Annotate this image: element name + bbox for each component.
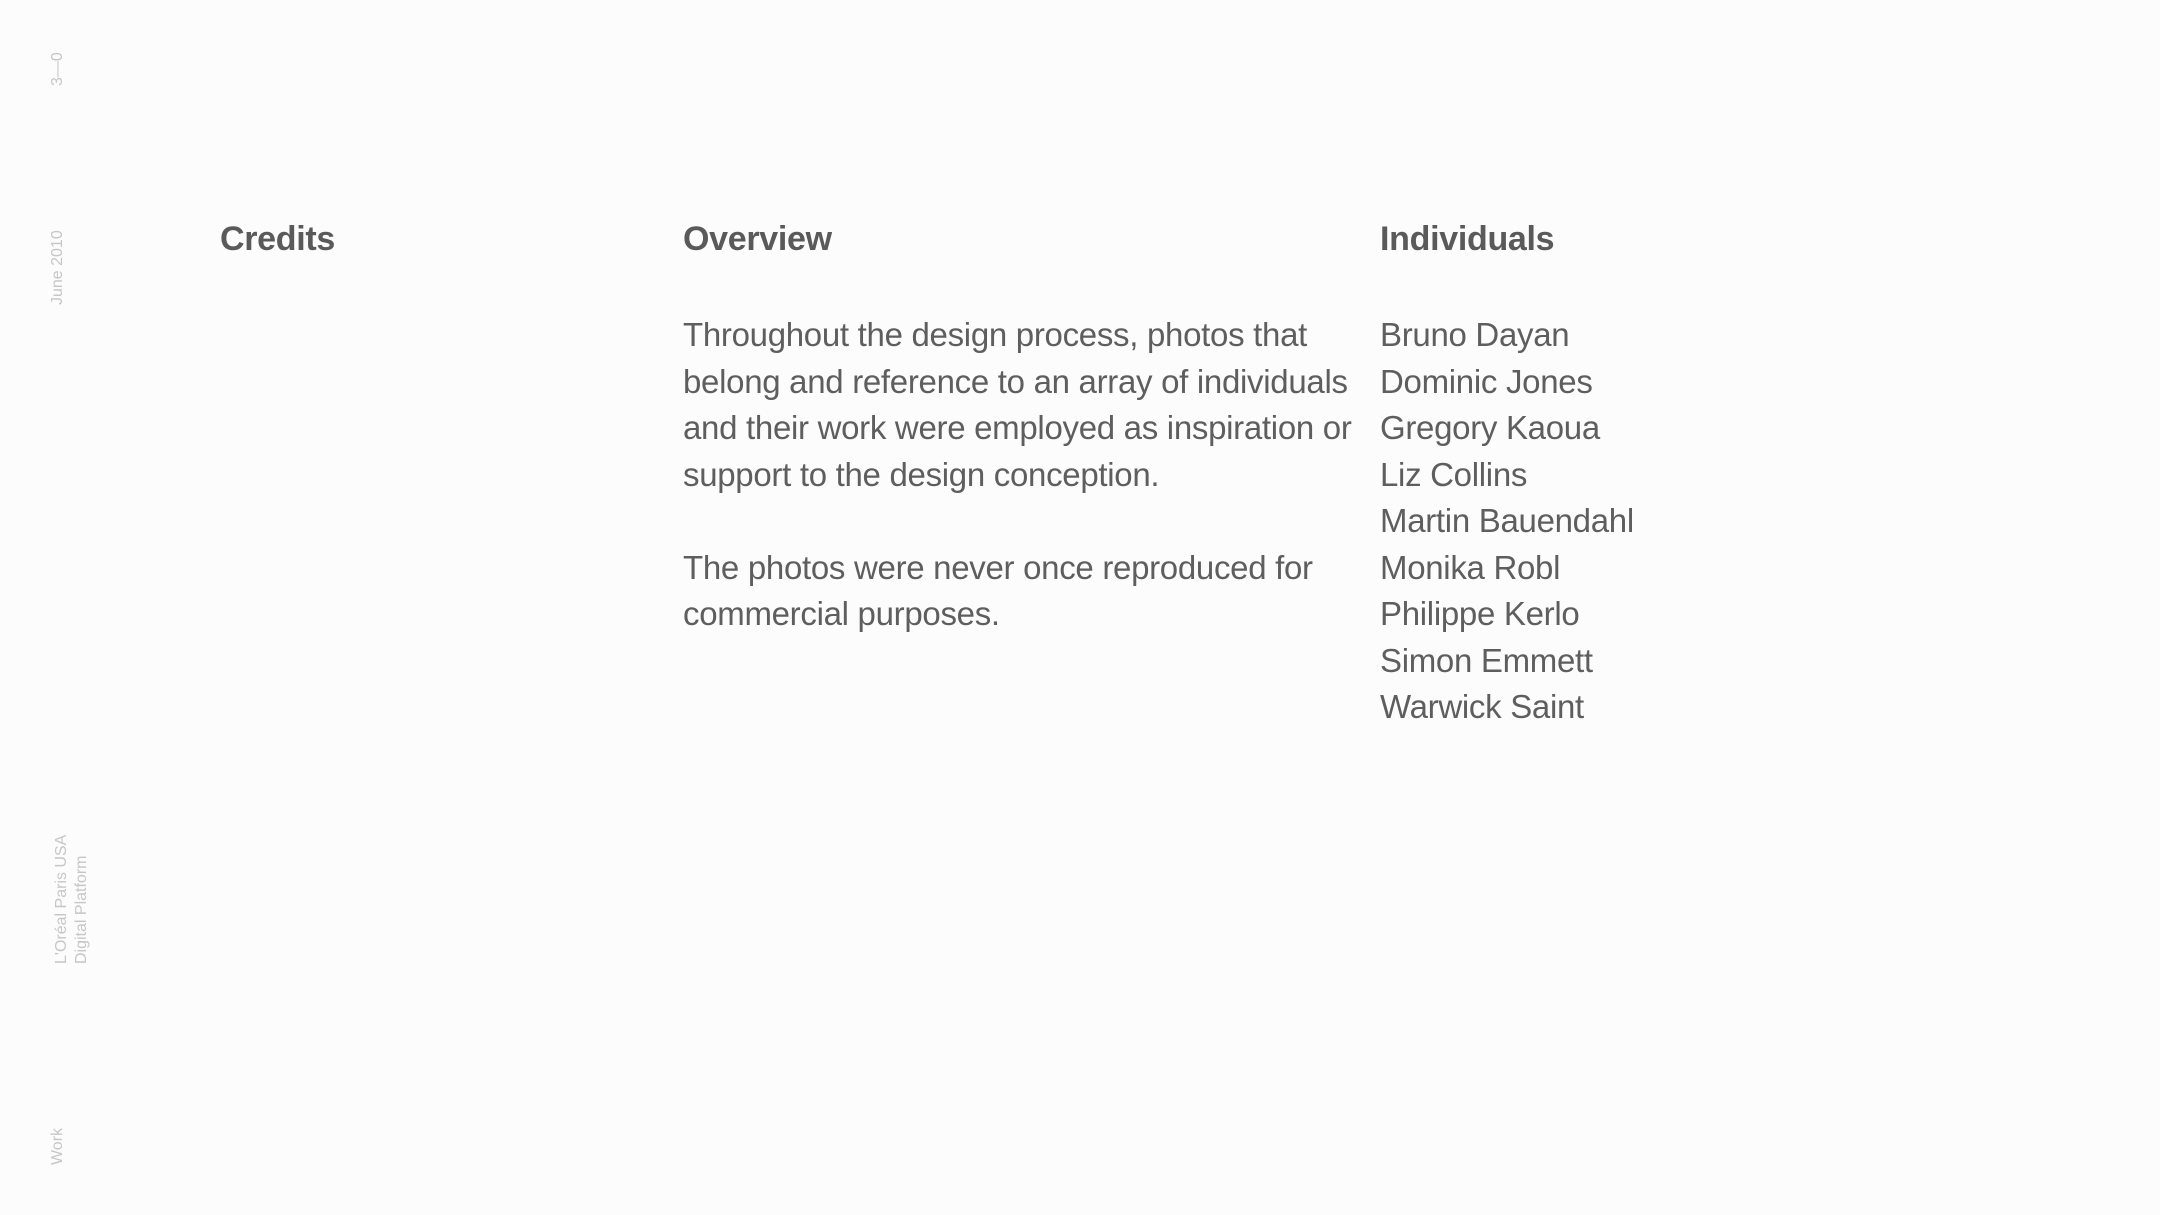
individual-name: Martin Bauendahl: [1380, 502, 1634, 539]
project-subtitle: Digital Platform: [73, 855, 90, 964]
credits-heading: Credits: [220, 220, 336, 258]
section-label: [48, 1128, 68, 1165]
page-number-text: 3—0: [49, 52, 66, 86]
project-name: L'Oréal Paris USA: [53, 834, 70, 964]
individual-name: Bruno Dayan: [1380, 316, 1570, 353]
overview-heading: Overview: [683, 220, 832, 258]
page-number: [48, 52, 68, 86]
overview-paragraph: Throughout the design process, photos that belong and reference to an array of individuals and their work were employed as inspiration or support to the design conception.: [683, 316, 1352, 493]
project-label: [52, 835, 92, 964]
individual-name: Liz Collins: [1380, 455, 1528, 493]
individual-name: Gregory Kaoua: [1380, 409, 1600, 446]
date-label: [48, 230, 68, 305]
individual-name: Warwick Saint: [1380, 688, 1584, 725]
individual-name: Dominic Jones: [1380, 362, 1593, 400]
section-text: Work: [49, 1127, 66, 1165]
individual-name: Simon Emmett: [1380, 641, 1593, 679]
individual-name: Philippe Kerlo: [1380, 595, 1580, 632]
overview-paragraph: The photos were never once reproduced for commercial purposes.: [683, 548, 1313, 632]
overview-body: [683, 312, 1363, 684]
individuals-heading: Individuals: [1380, 220, 1555, 258]
individuals-list: [1380, 312, 1634, 731]
date-text: June 2010: [49, 230, 66, 305]
individual-name: Monika Robl: [1380, 548, 1561, 586]
